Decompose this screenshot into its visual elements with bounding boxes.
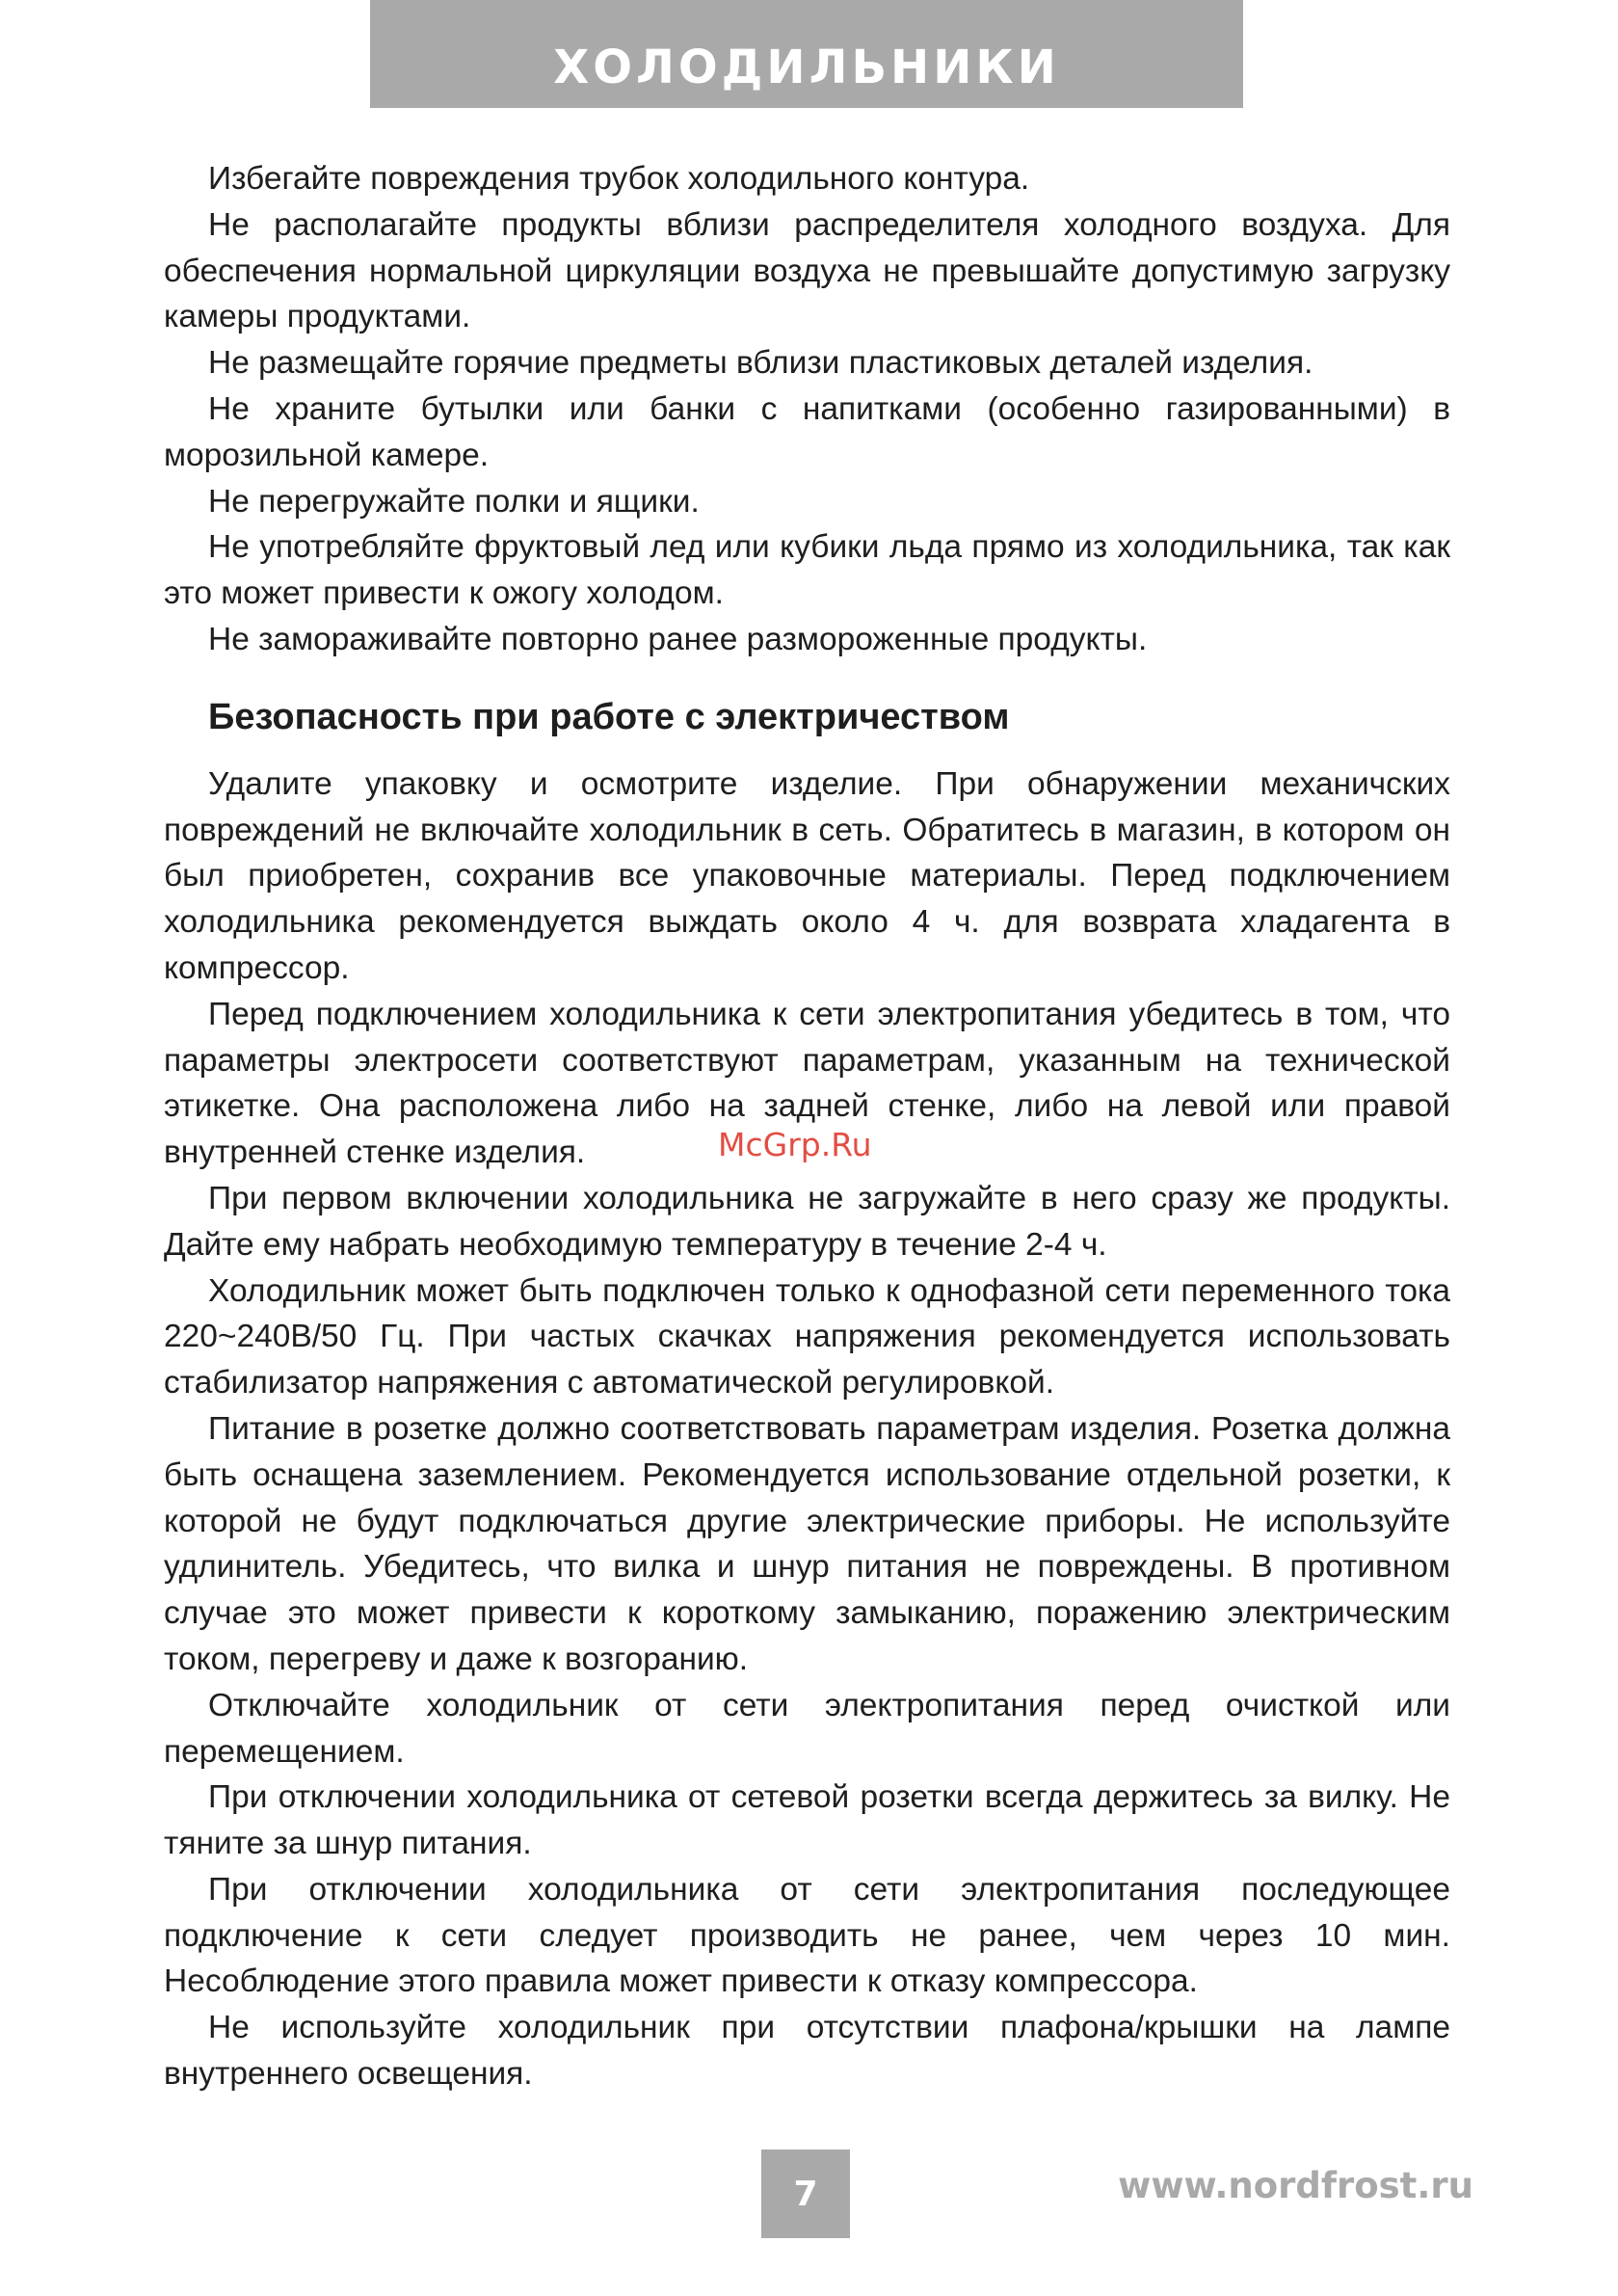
paragraph: Перед подключением холодильника к сети электропитания убедитесь в том, что параметры электросети соответствуют параметрам, указанным на технической этикетке. Она расположена либо на задней стенке, либо на левой или правой внутренней стенке изделия. bbox=[164, 996, 1450, 1171]
paragraph: Питание в розетке должно соответствовать параметрам изделия. Розетка должна быть оснащена заземлением. Рекомендуется использование отдельной розетки, к которой не будут подключаться другие электрические приборы. Не используйте удлинитель. Убедитесь, что вилка и шнур питания не повреждены. В противном случае это может привести к короткому замыканию, поражению электрическим током, перегреву и даже к возгоранию. bbox=[164, 1410, 1450, 1677]
paragraph: Не размещайте горячие предметы вблизи пластиковых деталей изделия. bbox=[208, 345, 1313, 382]
paragraph: Не замораживайте повторно ранее размороженные продукты. bbox=[208, 621, 1148, 657]
paragraph: Отключайте холодильник от сети электропитания перед очисткой или перемещением. bbox=[164, 1687, 1450, 1770]
paragraph: При первом включении холодильника не загружайте в него сразу же продукты. Дайте ему набрать необходимую температуру в течение 2-4 ч. bbox=[164, 1180, 1450, 1263]
paragraph: Не храните бутылки или банки с напитками (особенно газированными) в морозильной камере. bbox=[164, 390, 1450, 473]
page-title: ХОЛОДИЛЬНИКИ bbox=[553, 40, 1060, 94]
paragraph: Не употребляйте фруктовый лед или кубики льда прямо из холодильника, так как это может привести к ожогу холодом. bbox=[164, 529, 1450, 612]
paragraph: При отключении холодильника от сети электропитания последующее подключение к сети следует производить не ранее, чем через 10 мин. Несоблюдение этого правила может привести к отказу компрессора. bbox=[164, 1871, 1450, 2000]
paragraph: Холодильник может быть подключен только к однофазной сети переменного тока 220~240В/50 Гц. При частых скачках напряжения рекомендуется использовать стабилизатор напряжения с автоматической регулировкой. bbox=[164, 1272, 1450, 1402]
paragraph: При отключении холодильника от сетевой розетки всегда держитесь за вилку. Не тяните за шнур питания. bbox=[164, 1779, 1450, 1862]
watermark: McGrp.Ru bbox=[718, 1126, 872, 1163]
paragraph: Не используйте холодильник при отсутствии плафона/крышки на лампе внутреннего освещения. bbox=[164, 2010, 1450, 2093]
paragraph: Не перегружайте полки и ящики. bbox=[208, 483, 700, 520]
paragraph: Избегайте повреждения трубок холодильного контура. bbox=[208, 161, 1030, 197]
paragraph: Не располагайте продукты вблизи распределителя холодного воздуха. Для обеспечения нормальной циркуляции воздуха не превышайте допустимую загрузку камеры продуктами. bbox=[164, 206, 1450, 335]
page-number: 7 bbox=[793, 2174, 818, 2214]
paragraph: Удалите упаковку и осмотрите изделие. При обнаружении механичских повреждений не включайте холодильник в сеть. Обратитесь в магазин, в котором он был приобретен, сохранив все упаковочные материалы. Перед подключением холодильника рекомендуется выждать около 4 ч. для возврата хладагента в компрессор. bbox=[164, 765, 1450, 986]
page-number-box bbox=[761, 2149, 850, 2238]
section-heading: Безопасность при работе с электричеством bbox=[208, 696, 1010, 737]
header-banner bbox=[370, 0, 1243, 108]
footer-url: www.nordfrost.ru bbox=[1118, 2165, 1473, 2206]
